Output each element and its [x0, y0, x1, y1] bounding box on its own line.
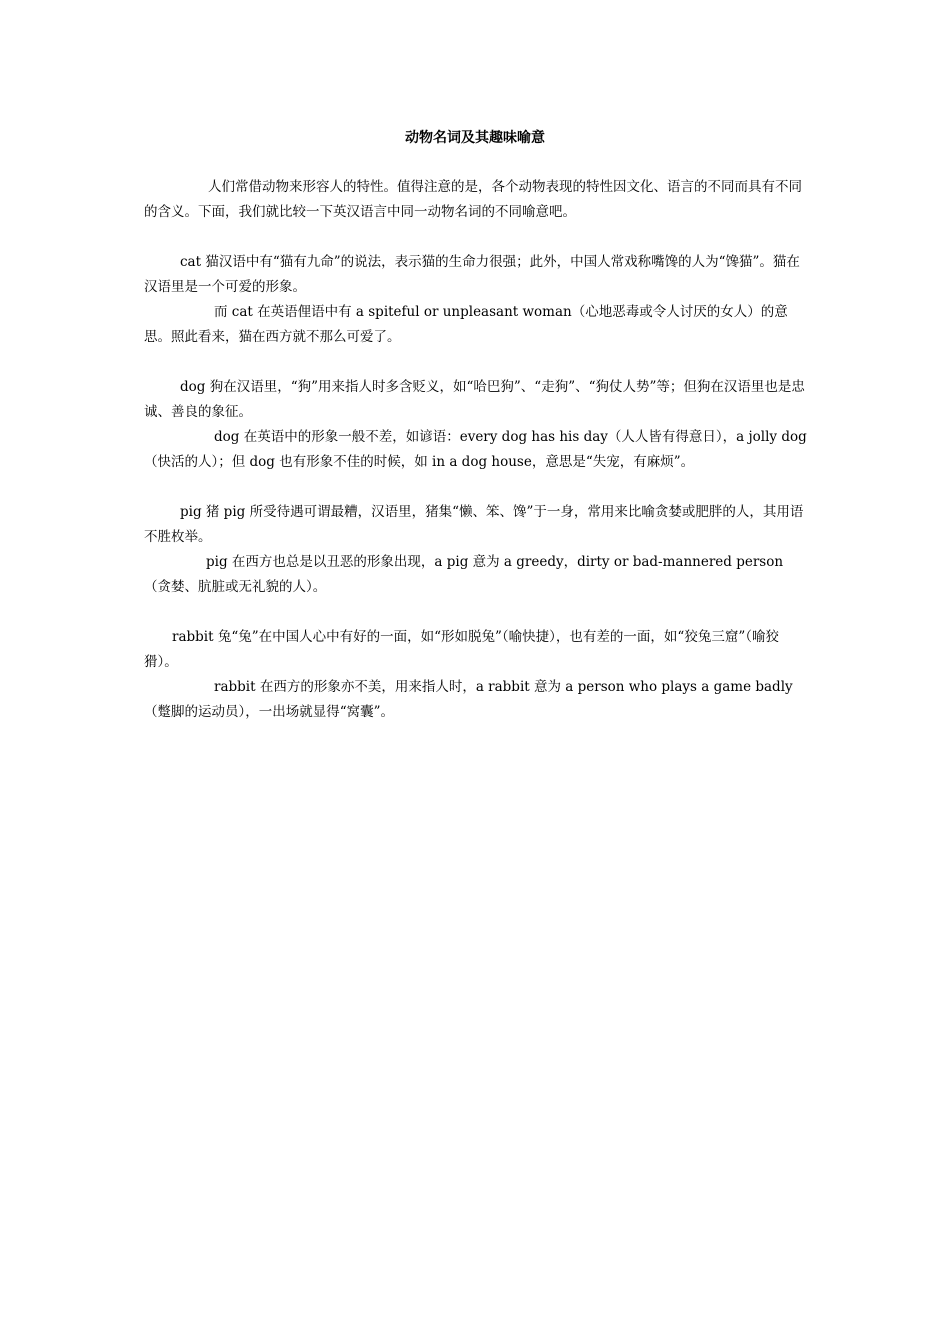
pig-english-paragraph: pig 在西方也总是以丑恶的形象出现，a pig 意为 a greedy，dirty or bad-mannered person（贪婪、肮脏或无礼貌的人）。 [144, 554, 784, 595]
document-title: 动物名词及其趣味喻意 [405, 130, 545, 146]
cat-english-paragraph: 而 cat 在英语俚语中有 a spiteful or unpleasant woman（心地恶毒或令人讨厌的女人）的意思。照此看来，猫在西方就不那么可爱了。 [144, 304, 788, 345]
document-body [144, 175, 810, 725]
intro-paragraph: 人们常借动物来形容人的特性。值得注意的是，各个动物表现的特性因文化、语言的不同而具有不同的含义。下面，我们就比较一下英汉语言中同一动物名词的不同喻意吧。 [144, 179, 802, 220]
dog-english-paragraph: dog 在英语中的形象一般不差，如谚语：every dog has his day（人人皆有得意日），a jolly dog（快活的人）；但 dog 也有形象不佳的时候，如 in a dog house，意思是“失宠，有麻烦”。 [144, 429, 807, 470]
pig-chinese-paragraph: pig 猪 pig 所受待遇可谓最糟，汉语里，猪集“懒、笨、馋”于一身，常用来比喻贪婪或肥胖的人，其用语不胜枚举。 [144, 504, 804, 545]
paragraph-spacer [144, 600, 810, 625]
paragraph-spacer [144, 350, 810, 375]
paragraph-spacer [144, 225, 810, 250]
paragraph-spacer [144, 475, 810, 500]
cat-chinese-paragraph: cat 猫汉语中有“猫有九命”的说法，表示猫的生命力很强；此外，中国人常戏称嘴馋的人为“馋猫”。猫在汉语里是一个可爱的形象。 [144, 254, 800, 295]
rabbit-chinese-paragraph: rabbit 兔“兔”在中国人心中有好的一面，如“形如脱兔”（喻快捷），也有差的一面，如“狡兔三窟”（喻狡猾）。 [144, 629, 779, 670]
dog-chinese-paragraph: dog 狗在汉语里，“狗”用来指人时多含贬义，如“哈巴狗”、“走狗”、“狗仗人势”等；但狗在汉语里也是忠诚、善良的象征。 [144, 379, 805, 420]
rabbit-english-paragraph: rabbit 在西方的形象亦不美，用来指人时，a rabbit 意为 a person who plays a game badly（蹩脚的运动员），一出场就显得“窝囊”。 [144, 679, 793, 720]
